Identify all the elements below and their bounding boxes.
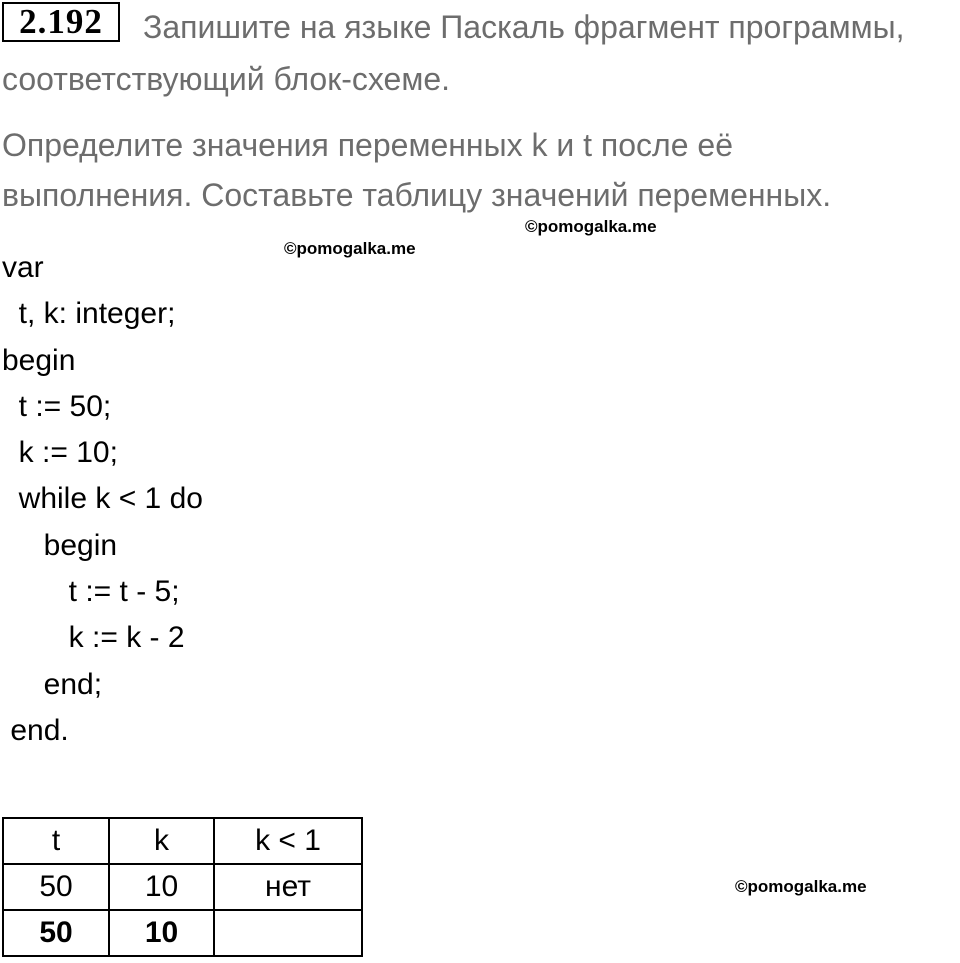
task-text-line-3: Определите значения переменных k и t после её (2, 127, 733, 163)
watermark-top-right: ©pomogalka.me (525, 217, 657, 236)
table-row-result (3, 910, 362, 956)
code-line: var (2, 251, 44, 284)
header-cell-condition: k < 1 (214, 818, 362, 864)
table-cell: 50 (3, 910, 109, 956)
table-cell: 10 (109, 910, 214, 956)
table-row (3, 864, 362, 910)
table-cell: нет (214, 864, 362, 910)
table-cell (214, 910, 362, 956)
watermark-bottom-right: ©pomogalka.me (735, 877, 867, 896)
code-line: t := 50; (2, 389, 112, 423)
code-line: while k < 1 do (2, 482, 203, 516)
table-header-row (3, 818, 362, 864)
code-line: end; (2, 667, 103, 701)
watermark-top-mid: ©pomogalka.me (284, 239, 416, 258)
task-text-line-4: выполнения. Составьте таблицу значений переменных. (2, 177, 832, 213)
table-cell: 10 (109, 864, 214, 910)
code-line: t, k: integer; (2, 297, 176, 331)
pascal-code-block (2, 245, 203, 754)
table-cell: 50 (3, 864, 109, 910)
task-text-line-1: Запишите на языке Паскаль фрагмент программы, (143, 9, 905, 45)
header-cell-k: k (109, 818, 214, 864)
task-number-box: 2.192 (2, 2, 120, 42)
code-line: end. (2, 713, 69, 747)
code-line: begin (2, 343, 76, 377)
header-cell-t: t (3, 818, 109, 864)
code-line: begin (2, 528, 118, 562)
variables-table (2, 817, 363, 957)
code-line: k := 10; (2, 436, 118, 470)
code-line: t := t - 5; (2, 575, 180, 609)
code-line: k := k - 2 (2, 621, 185, 655)
task-text-line-2: соответствующий блок-схеме. (2, 61, 450, 97)
